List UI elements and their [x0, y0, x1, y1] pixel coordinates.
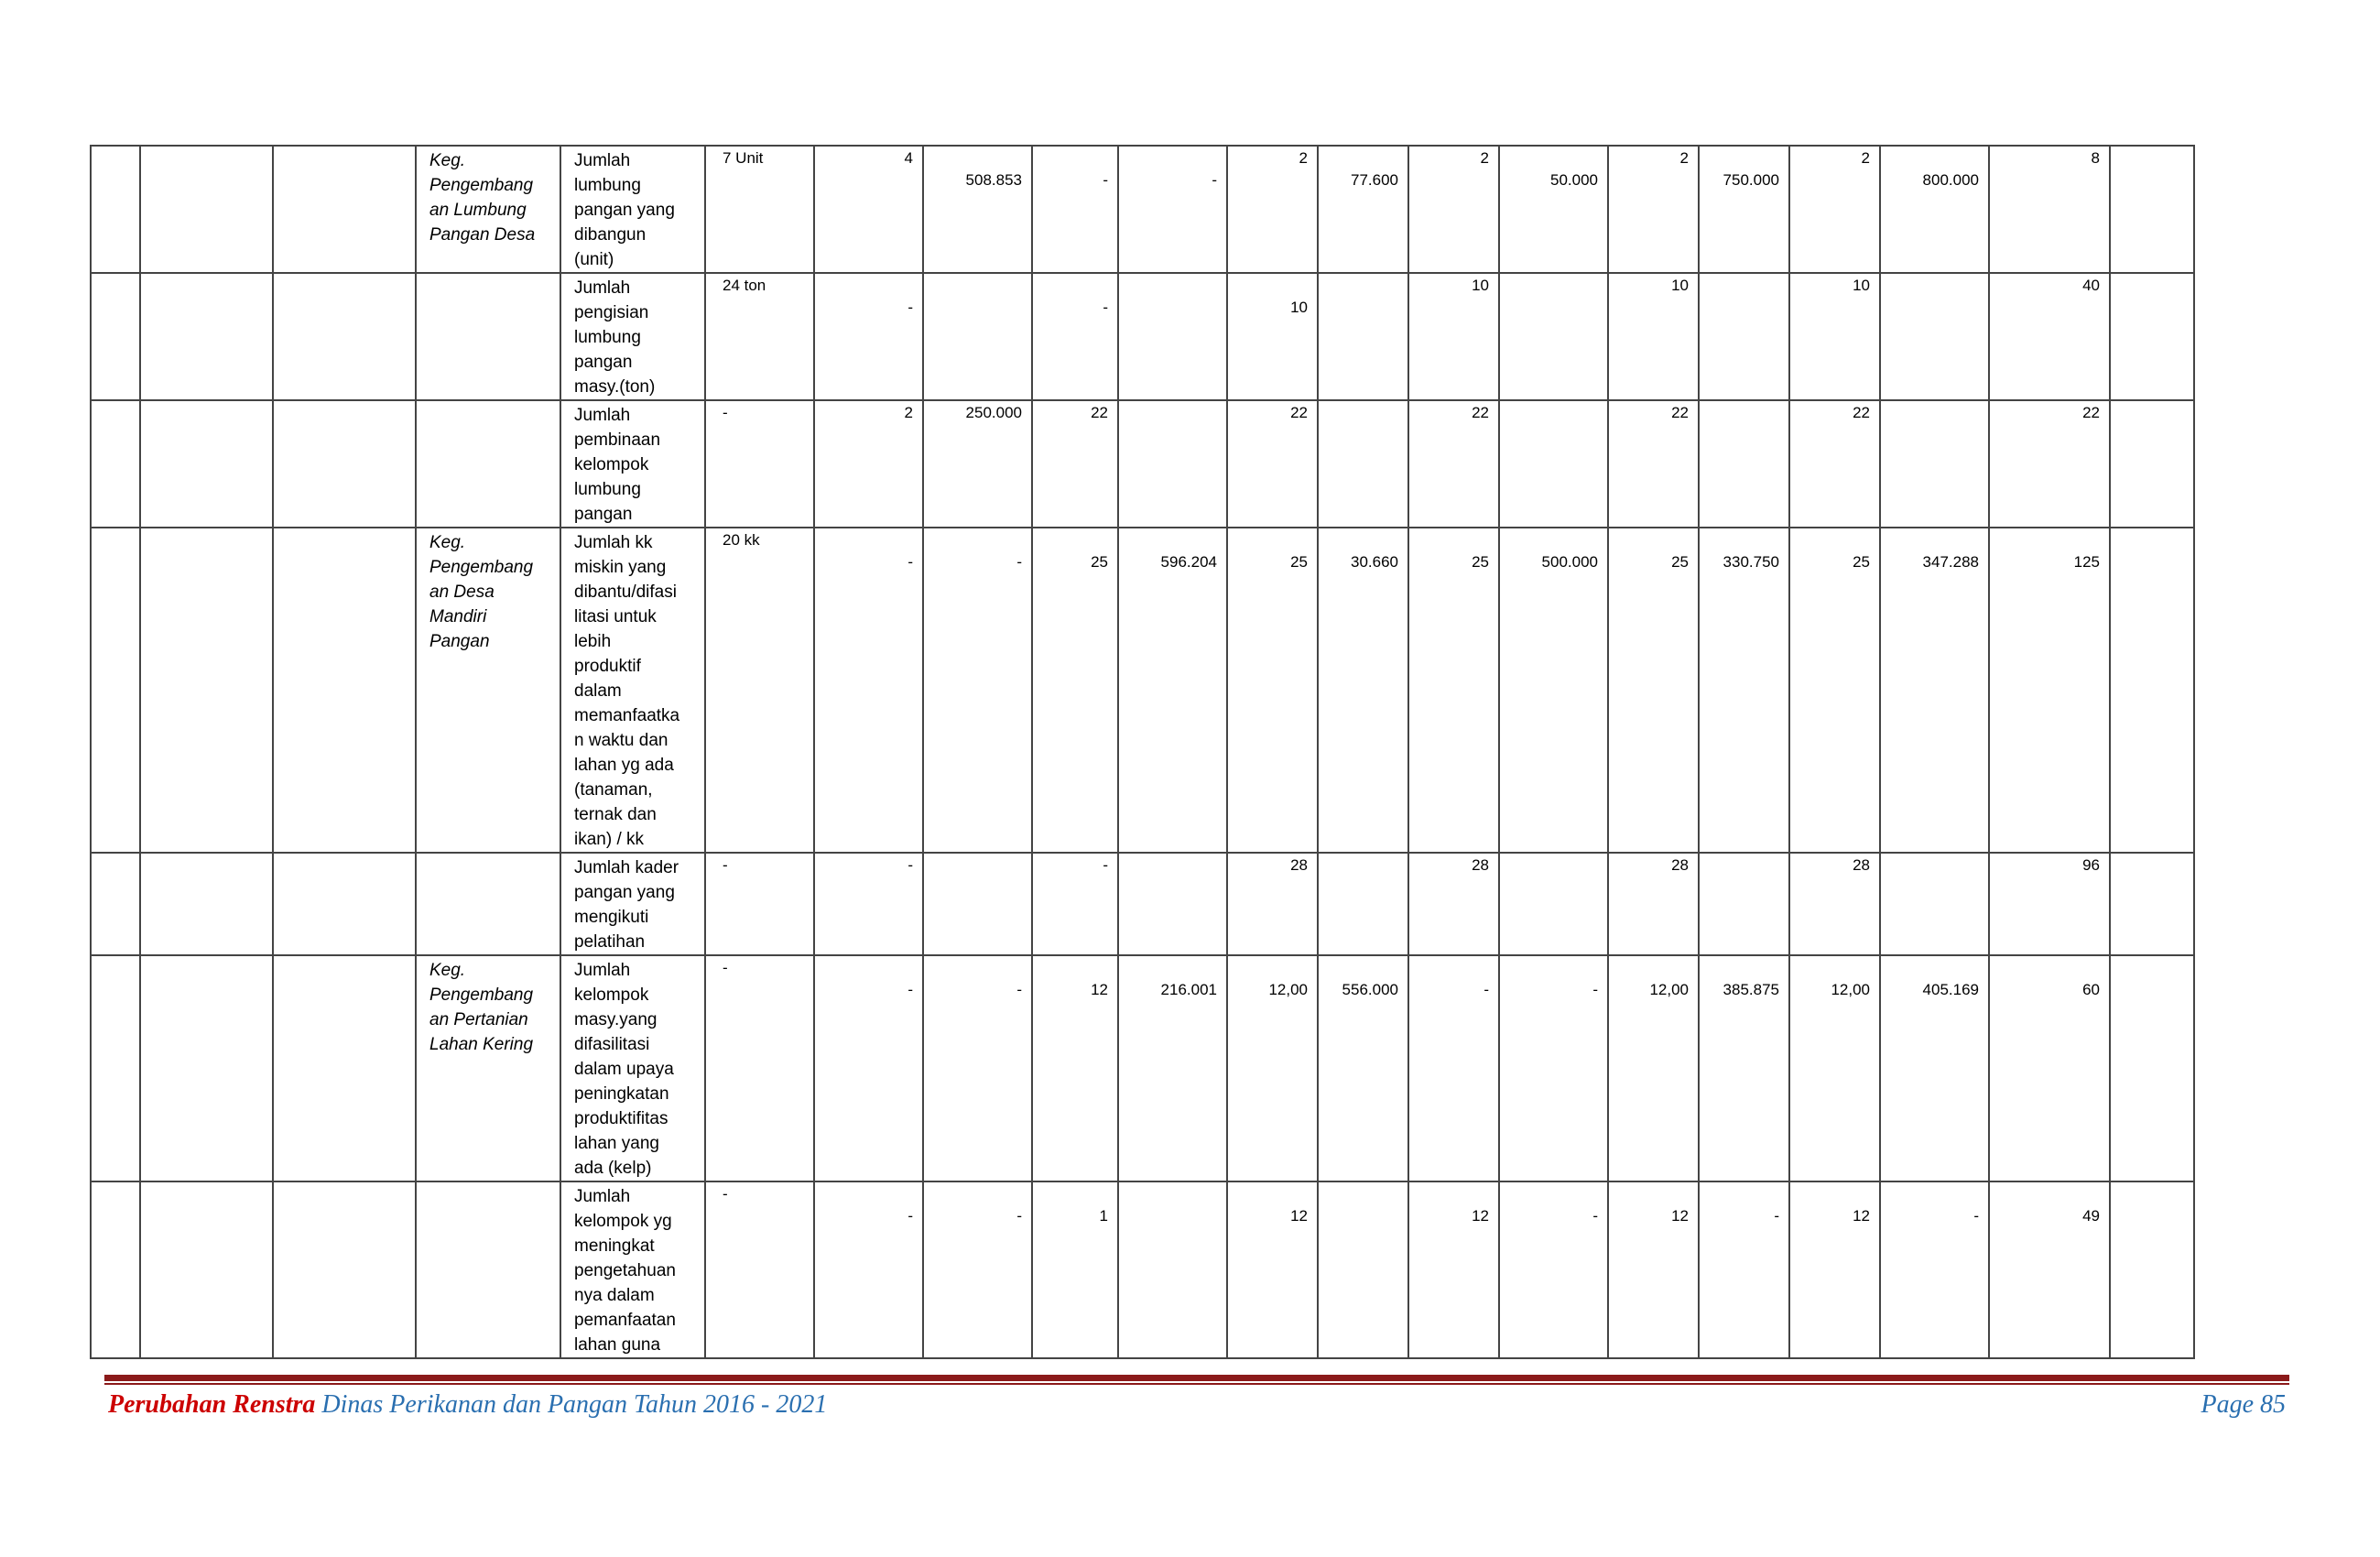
- value-cell: -: [1408, 955, 1499, 1181]
- indikator-cell: [560, 273, 705, 400]
- kegiatan-line: Mandiri: [429, 607, 487, 626]
- indikator-line: Jumlah kader: [574, 858, 679, 877]
- empty-cell: [2110, 146, 2194, 273]
- value-cell: -: [814, 1181, 923, 1358]
- value-cell: [1699, 853, 1789, 955]
- value-cell: 596.204: [1118, 528, 1227, 853]
- indikator-line: n waktu dan: [574, 731, 668, 750]
- value-cell: 28: [1227, 853, 1318, 955]
- value-cell: 10: [1408, 273, 1499, 400]
- empty-cell: [273, 1181, 416, 1358]
- table-row: [91, 400, 2194, 528]
- indikator-line: dibangun: [574, 225, 647, 245]
- indikator-line: ada (kelp): [574, 1159, 652, 1178]
- kegiatan-cell: [416, 146, 560, 273]
- target-cell: -: [705, 1181, 814, 1358]
- value-cell: [1318, 853, 1408, 955]
- empty-cell: [2110, 955, 2194, 1181]
- indikator-line: Jumlah: [574, 406, 631, 425]
- value-cell: 22: [1789, 400, 1880, 528]
- value-cell: 40: [1989, 273, 2110, 400]
- indikator-line: mengikuti: [574, 908, 649, 927]
- kegiatan-cell: [416, 273, 560, 400]
- value-cell: 12: [1227, 1181, 1318, 1358]
- value-cell: 12: [1408, 1181, 1499, 1358]
- value-cell: [1699, 273, 1789, 400]
- table-row: [91, 146, 2194, 273]
- empty-cell: [2110, 400, 2194, 528]
- value-cell: 405.169: [1880, 955, 1989, 1181]
- empty-cell: [140, 146, 273, 273]
- value-cell: 4: [814, 146, 923, 273]
- indikator-line: kelompok: [574, 455, 649, 474]
- value-cell: [1880, 273, 1989, 400]
- target-cell: 20 kk: [705, 528, 814, 853]
- indikator-line: Jumlah: [574, 1187, 631, 1206]
- value-cell: [1118, 1181, 1227, 1358]
- indikator-line: pembinaan: [574, 430, 661, 450]
- value-cell: 28: [1789, 853, 1880, 955]
- target-cell: -: [705, 955, 814, 1181]
- value-cell: 22: [1408, 400, 1499, 528]
- kegiatan-cell: [416, 853, 560, 955]
- value-cell: [1499, 853, 1608, 955]
- indikator-line: Jumlah: [574, 151, 631, 170]
- value-cell: [1318, 400, 1408, 528]
- kegiatan-line: Lahan Kering: [429, 1035, 534, 1054]
- value-cell: 50.000: [1499, 146, 1608, 273]
- value-cell: 385.875: [1699, 955, 1789, 1181]
- indikator-line: pangan yang: [574, 201, 675, 220]
- value-cell: -: [923, 955, 1032, 1181]
- indikator-cell: [560, 400, 705, 528]
- target-cell: -: [705, 400, 814, 528]
- value-cell: 2: [1608, 146, 1699, 273]
- value-cell: [1118, 853, 1227, 955]
- kegiatan-line: Pengembang: [429, 176, 534, 195]
- empty-cell: [273, 955, 416, 1181]
- indikator-line: ternak dan: [574, 805, 657, 824]
- indikator-line: pengisian: [574, 303, 649, 322]
- value-cell: 330.750: [1699, 528, 1789, 853]
- value-cell: [1118, 273, 1227, 400]
- indikator-line: kelompok: [574, 985, 649, 1005]
- table-row: [91, 273, 2194, 400]
- indikator-line: memanfaatka: [574, 706, 680, 725]
- value-cell: -: [1118, 146, 1227, 273]
- value-cell: 77.600: [1318, 146, 1408, 273]
- kegiatan-cell: [416, 1181, 560, 1358]
- value-cell: 28: [1408, 853, 1499, 955]
- value-cell: -: [814, 528, 923, 853]
- value-cell: 2: [1789, 146, 1880, 273]
- empty-cell: [140, 1181, 273, 1358]
- value-cell: -: [923, 1181, 1032, 1358]
- value-cell: 96: [1989, 853, 2110, 955]
- kegiatan-cell: [416, 955, 560, 1181]
- indikator-line: meningkat: [574, 1236, 655, 1256]
- value-cell: 12,00: [1608, 955, 1699, 1181]
- indikator-line: dalam upaya: [574, 1060, 674, 1079]
- value-cell: [1318, 273, 1408, 400]
- value-cell: 28: [1608, 853, 1699, 955]
- empty-cell: [2110, 273, 2194, 400]
- indikator-line: pangan: [574, 353, 633, 372]
- value-cell: 10: [1227, 273, 1318, 400]
- table-row: [91, 528, 2194, 853]
- value-cell: 347.288: [1880, 528, 1989, 853]
- target-cell: 7 Unit: [705, 146, 814, 273]
- empty-cell: [91, 400, 140, 528]
- indikator-line: dalam: [574, 681, 622, 701]
- indikator-line: Jumlah: [574, 961, 631, 980]
- kegiatan-line: Pengembang: [429, 558, 534, 577]
- empty-cell: [273, 400, 416, 528]
- indikator-line: litasi untuk: [574, 607, 657, 626]
- renstra-table: [90, 145, 2195, 1359]
- value-cell: [1118, 400, 1227, 528]
- indikator-line: lahan yg ada: [574, 756, 674, 775]
- indikator-line: lumbung: [574, 176, 641, 195]
- value-cell: 1: [1032, 1181, 1118, 1358]
- target-cell: 24 ton: [705, 273, 814, 400]
- indikator-line: ikan) / kk: [574, 830, 645, 849]
- value-cell: [1499, 400, 1608, 528]
- value-cell: 30.660: [1318, 528, 1408, 853]
- indikator-line: (unit): [574, 250, 614, 269]
- value-cell: -: [1699, 1181, 1789, 1358]
- empty-cell: [91, 853, 140, 955]
- kegiatan-cell: [416, 400, 560, 528]
- empty-cell: [273, 146, 416, 273]
- value-cell: [1699, 400, 1789, 528]
- indikator-line: masy.yang: [574, 1010, 657, 1029]
- value-cell: 25: [1608, 528, 1699, 853]
- value-cell: 556.000: [1318, 955, 1408, 1181]
- indikator-line: pengetahuan: [574, 1261, 676, 1280]
- value-cell: 22: [1227, 400, 1318, 528]
- value-cell: 22: [1989, 400, 2110, 528]
- value-cell: 25: [1789, 528, 1880, 853]
- target-cell: -: [705, 853, 814, 955]
- indikator-line: lebih: [574, 632, 612, 651]
- value-cell: 60: [1989, 955, 2110, 1181]
- footer-brand: Perubahan Renstra: [108, 1390, 316, 1419]
- kegiatan-line: Pangan: [429, 632, 490, 651]
- empty-cell: [140, 853, 273, 955]
- indikator-line: dibantu/difasi: [574, 583, 677, 602]
- indikator-line: lumbung: [574, 480, 641, 499]
- kegiatan-line: Keg.: [429, 151, 466, 170]
- value-cell: [923, 273, 1032, 400]
- empty-cell: [2110, 853, 2194, 955]
- indikator-cell: [560, 146, 705, 273]
- indikator-cell: [560, 1181, 705, 1358]
- indikator-line: pangan yang: [574, 883, 675, 902]
- empty-cell: [91, 955, 140, 1181]
- indikator-cell: [560, 955, 705, 1181]
- empty-cell: [140, 400, 273, 528]
- value-cell: 216.001: [1118, 955, 1227, 1181]
- value-cell: 750.000: [1699, 146, 1789, 273]
- indikator-line: lahan guna: [574, 1335, 661, 1355]
- value-cell: -: [1032, 273, 1118, 400]
- empty-cell: [91, 273, 140, 400]
- value-cell: [1880, 853, 1989, 955]
- footer-title: [108, 1390, 827, 1420]
- value-cell: 12,00: [1227, 955, 1318, 1181]
- footer-rule-thin: [104, 1383, 2289, 1385]
- kegiatan-line: Pengembang: [429, 985, 534, 1005]
- indikator-line: nya dalam: [574, 1286, 655, 1305]
- value-cell: 10: [1608, 273, 1699, 400]
- indikator-cell: [560, 528, 705, 853]
- value-cell: 25: [1408, 528, 1499, 853]
- empty-cell: [140, 955, 273, 1181]
- value-cell: -: [923, 528, 1032, 853]
- value-cell: 250.000: [923, 400, 1032, 528]
- indikator-line: lahan yang: [574, 1134, 659, 1153]
- table-row: [91, 853, 2194, 955]
- kegiatan-line: Pangan Desa: [429, 225, 536, 245]
- value-cell: 22: [1608, 400, 1699, 528]
- indikator-line: pemanfaatan: [574, 1311, 676, 1330]
- value-cell: -: [1499, 955, 1608, 1181]
- value-cell: -: [1499, 1181, 1608, 1358]
- empty-cell: [273, 528, 416, 853]
- value-cell: 2: [1227, 146, 1318, 273]
- indikator-line: difasilitasi: [574, 1035, 650, 1054]
- empty-cell: [2110, 1181, 2194, 1358]
- value-cell: 10: [1789, 273, 1880, 400]
- value-cell: 8: [1989, 146, 2110, 273]
- kegiatan-line: Keg.: [429, 961, 466, 980]
- footer-rule-thick: [104, 1375, 2289, 1381]
- value-cell: -: [814, 273, 923, 400]
- indikator-line: miskin yang: [574, 558, 667, 577]
- indikator-line: lumbung: [574, 328, 641, 347]
- value-cell: 25: [1032, 528, 1118, 853]
- kegiatan-line: an Lumbung: [429, 201, 527, 220]
- indikator-line: kelompok yg: [574, 1212, 672, 1231]
- empty-cell: [91, 146, 140, 273]
- empty-cell: [273, 273, 416, 400]
- empty-cell: [91, 528, 140, 853]
- indikator-line: (tanaman,: [574, 780, 653, 800]
- indikator-line: peningkatan: [574, 1084, 669, 1104]
- empty-cell: [91, 1181, 140, 1358]
- value-cell: [1499, 273, 1608, 400]
- value-cell: 500.000: [1499, 528, 1608, 853]
- value-cell: -: [1880, 1181, 1989, 1358]
- kegiatan-cell: [416, 528, 560, 853]
- value-cell: -: [1032, 146, 1118, 273]
- value-cell: 125: [1989, 528, 2110, 853]
- value-cell: 22: [1032, 400, 1118, 528]
- value-cell: 508.853: [923, 146, 1032, 273]
- indikator-line: Jumlah: [574, 278, 631, 298]
- page-number: Page 85: [2201, 1390, 2286, 1419]
- value-cell: 2: [814, 400, 923, 528]
- indikator-line: produktifitas: [574, 1109, 668, 1128]
- value-cell: 12: [1032, 955, 1118, 1181]
- empty-cell: [2110, 528, 2194, 853]
- table-row: [91, 955, 2194, 1181]
- value-cell: -: [814, 853, 923, 955]
- indikator-line: pangan: [574, 505, 633, 524]
- empty-cell: [140, 273, 273, 400]
- footer-subtitle: Dinas Perikanan dan Pangan Tahun 2016 - 2021: [315, 1390, 828, 1419]
- value-cell: 12,00: [1789, 955, 1880, 1181]
- value-cell: 800.000: [1880, 146, 1989, 273]
- table-row: [91, 1181, 2194, 1358]
- kegiatan-line: Keg.: [429, 533, 466, 552]
- empty-cell: [140, 528, 273, 853]
- empty-cell: [273, 853, 416, 955]
- value-cell: 12: [1608, 1181, 1699, 1358]
- indikator-line: Jumlah kk: [574, 533, 653, 552]
- indikator-line: masy.(ton): [574, 377, 656, 397]
- value-cell: 2: [1408, 146, 1499, 273]
- value-cell: [923, 853, 1032, 955]
- indikator-line: produktif: [574, 657, 641, 676]
- value-cell: [1880, 400, 1989, 528]
- value-cell: -: [814, 955, 923, 1181]
- indikator-cell: [560, 853, 705, 955]
- kegiatan-line: an Pertanian: [429, 1010, 528, 1029]
- value-cell: 25: [1227, 528, 1318, 853]
- value-cell: 12: [1789, 1181, 1880, 1358]
- value-cell: [1318, 1181, 1408, 1358]
- value-cell: -: [1032, 853, 1118, 955]
- value-cell: 49: [1989, 1181, 2110, 1358]
- kegiatan-line: an Desa: [429, 583, 494, 602]
- indikator-line: pelatihan: [574, 932, 646, 952]
